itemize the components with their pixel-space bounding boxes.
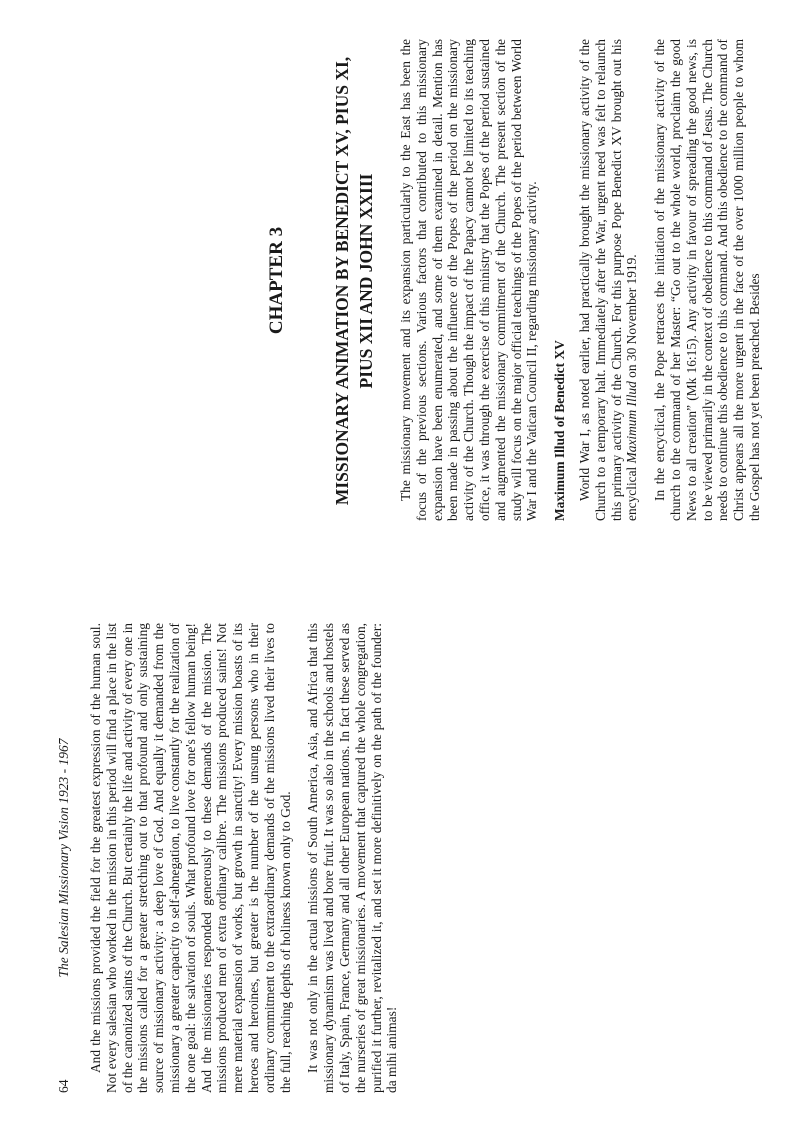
chapter-label: CHAPTER 3 <box>266 226 287 335</box>
encyclical-title: Maximum Illud <box>624 381 640 464</box>
paragraph-text: on 30 November 1919. <box>624 254 640 382</box>
chapter-title: MISSIONARY ANIMATION BY BENEDICT XV, PIUS XI, PIUS XII AND JOHN XXIII <box>332 56 376 506</box>
running-title: The Salesian Missionary Vision 1923 - 1967 <box>56 738 71 978</box>
left-page-body <box>88 623 412 1093</box>
body-paragraph: In the encyclical, the Pope retraces the initiation of the missionary activity of the church to the command of her Master: “Go out to the whole world, proclaim the good News to all creation” (Mk 16:15). Any activity in favour of spreading the good news, is to be viewed primarily in the context of obedience to this command of Jesus. The Church needs to continue this obedience to this command. And this obedience to the command of Christ appears all the more urgent in the face of the over 1000 million people to whom the Gospel has not yet been preached. Besides <box>652 39 762 521</box>
right-page <box>0 0 793 561</box>
body-paragraph <box>577 39 640 521</box>
body-paragraph: And the missions provided the field for the greatest expression of the human soul. Not every salesian who worked in the mission in this period will find a place in the list of the canonized saints of the Church. But certainly the life and activity of every one in the missions called for a greater stretching out to that profound and only sustaining source of missionary activity: a deep love of God. And equally it demanded from the missionary a greater capacity to self-abnegation, to live constantly for the realization of the one goal: the salvation of souls. What profound love for one's fellow human being! And the missionaries responded generously to these demands of the mission. The missions produced men of extra ordinary calibre. The missions produced saints! Not mere material expansion of works, but growth in sanctity! Every mission boasts of its heroes and heroines, but greater is the number of the unsung persons who in their ordinary commitment to the extraordinary demands of the missions lived their lives to the full, reaching depths of holiness known only to God. <box>88 623 293 1093</box>
paragraph-text: World War I, as noted earlier, had practically brought the missionary activity of the Church to a temporary halt. Immediately after the War, urgent need was felt to relaunch this primary activity of the Church. For this purpose Pope Benedict XV brought out his encyclical <box>576 39 640 521</box>
body-paragraph: It was not only in the actual missions of South America, Asia, and Africa that this missionary dynamism was lived and bore fruit. It was so also in the schools and hostels of Italy, Spain, France, Germany and all other European nations. In fact these served as the nurseries of great missionaries. A movement that captured the whole congregation, purified it further, revitalized it, and set it more definitively on the path of the founder: da mihi animas! <box>305 623 400 1093</box>
body-paragraph: The missionary movement and its expansion particularly to the East has been the focus of the previous sections. Various factors that contributed to this missionary expansion have been enumerated, and some of them examined in detail. Mention has been made in passing about the influence of the Popes of the period on the missionary activity of the Church. Though the impact of the Papacy cannot be limited to its teaching office, it was through the exercise of this ministry that the Popes of the period sustained and augmented the missionary commitment of the Church. The present section of the study will focus on the major official teachings of the Popes of the period between World War I and the Vatican Council II, regarding missionary activity. <box>398 39 540 521</box>
left-page <box>0 562 793 1123</box>
section-heading: Maximum Illud of Benedict XV <box>552 340 568 521</box>
page-number: 64 <box>56 1079 71 1093</box>
right-page-body <box>398 39 775 521</box>
